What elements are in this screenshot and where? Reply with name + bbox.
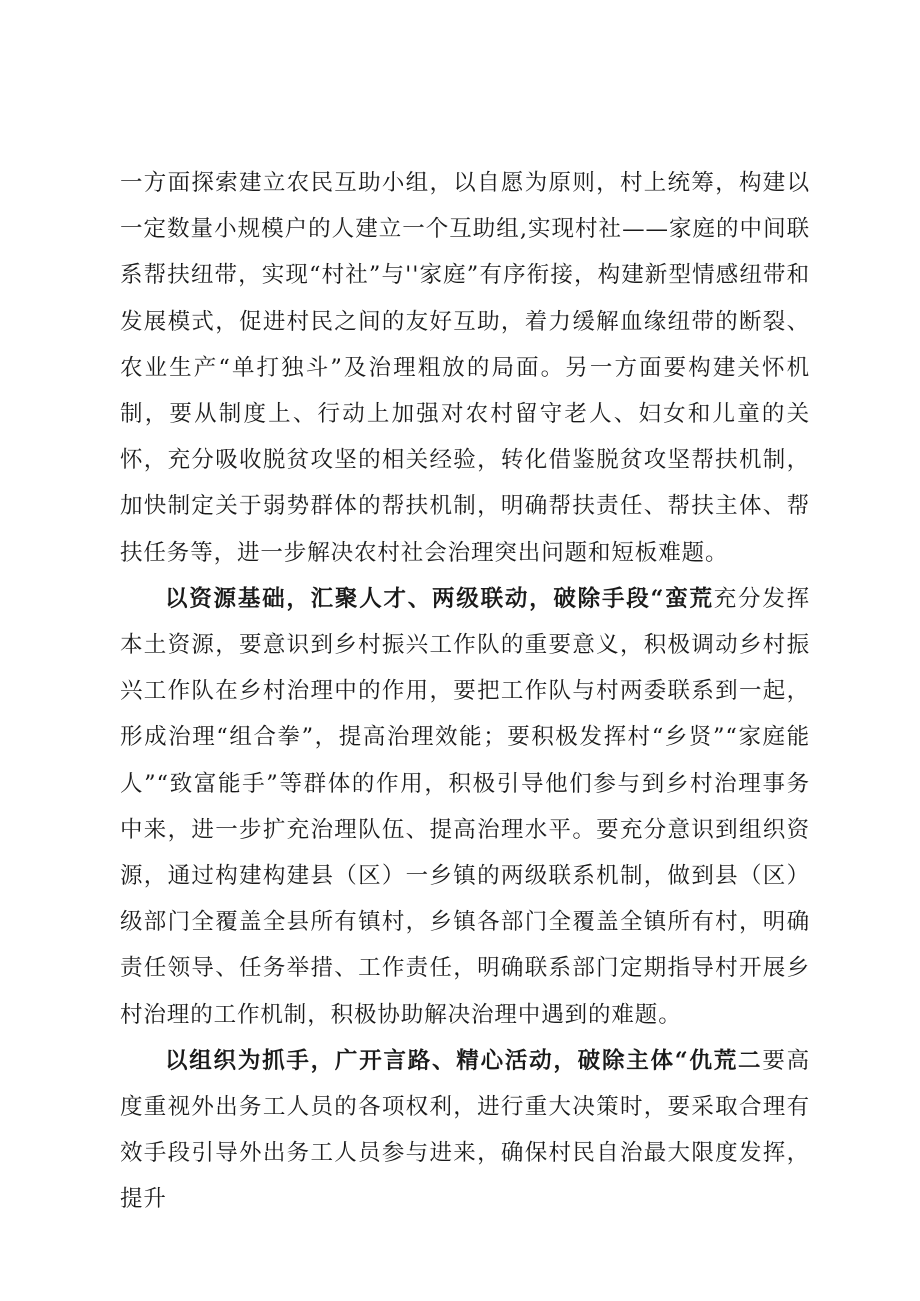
paragraph-3 bbox=[120, 1038, 810, 1223]
paragraph-2 bbox=[120, 576, 810, 1038]
body-text bbox=[120, 160, 810, 1223]
paragraph-3-heading: 以组织为抓手，广开言路、精心活动，破除主体“仇荒二 bbox=[165, 1047, 763, 1074]
paragraph-2-heading: 以资源基础，汇聚人才、两级联动，破除手段“蛮荒 bbox=[165, 585, 714, 612]
paragraph-2-text: 充分发挥本土资源，要意识到乡村振兴工作队的重要意义，积极调动乡村振兴工作队在乡村治理中的作用，要把工作队与村两委联系到一起，形成治理“组合拳”，提高治理效能；要积极发挥村“乡贤”“家庭能人”“致富能手”等群体的作用，积极引导他们参与到乡村治理事务中来，进一步扩充治理队伍、提高治理水平。要充分意识到组织资源，通过构建构建县（区）一乡镇的两级联系机制，做到县（区）级部门全覆盖全县所有镇村，乡镇各部门全覆盖全镇所有村，明确责任领导、任务举措、工作责任，明确联系部门定期指导村开展乡村治理的工作机制，积极协助解决治理中遇到的难题。 bbox=[120, 585, 810, 1028]
paragraph-1 bbox=[120, 160, 810, 576]
paragraph-3-text: 要高度重视外出务工人员的各项权利，进行重大决策时，要采取合理有效手段引导外出务工人员参与进来，确保村民自治最大限度发挥，提升 bbox=[120, 1047, 810, 1213]
paragraph-1-text: 一方面探索建立农民互助小组，以自愿为原则，村上统筹，构建以一定数量小规模户的人建立一个互助组,实现村社——家庭的中间联系帮扶纽带，实现“村社”与''家庭”有序衔接，构建新型情感纽带和发展模式，促进村民之间的友好互助，着力缓解血缘纽带的断裂、农业生产“单打独斗”及治理粗放的局面。另一方面要构建关怀机制，要从制度上、行动上加强对农村留守老人、妇女和儿童的关怀，充分吸收脱贫攻坚的相关经验，转化借鉴脱贫攻坚帮扶机制，加快制定关于弱势群体的帮扶机制，明确帮扶责任、帮扶主体、帮扶任务等，进一步解决农村社会治理突出问题和短板难题。 bbox=[120, 170, 810, 566]
